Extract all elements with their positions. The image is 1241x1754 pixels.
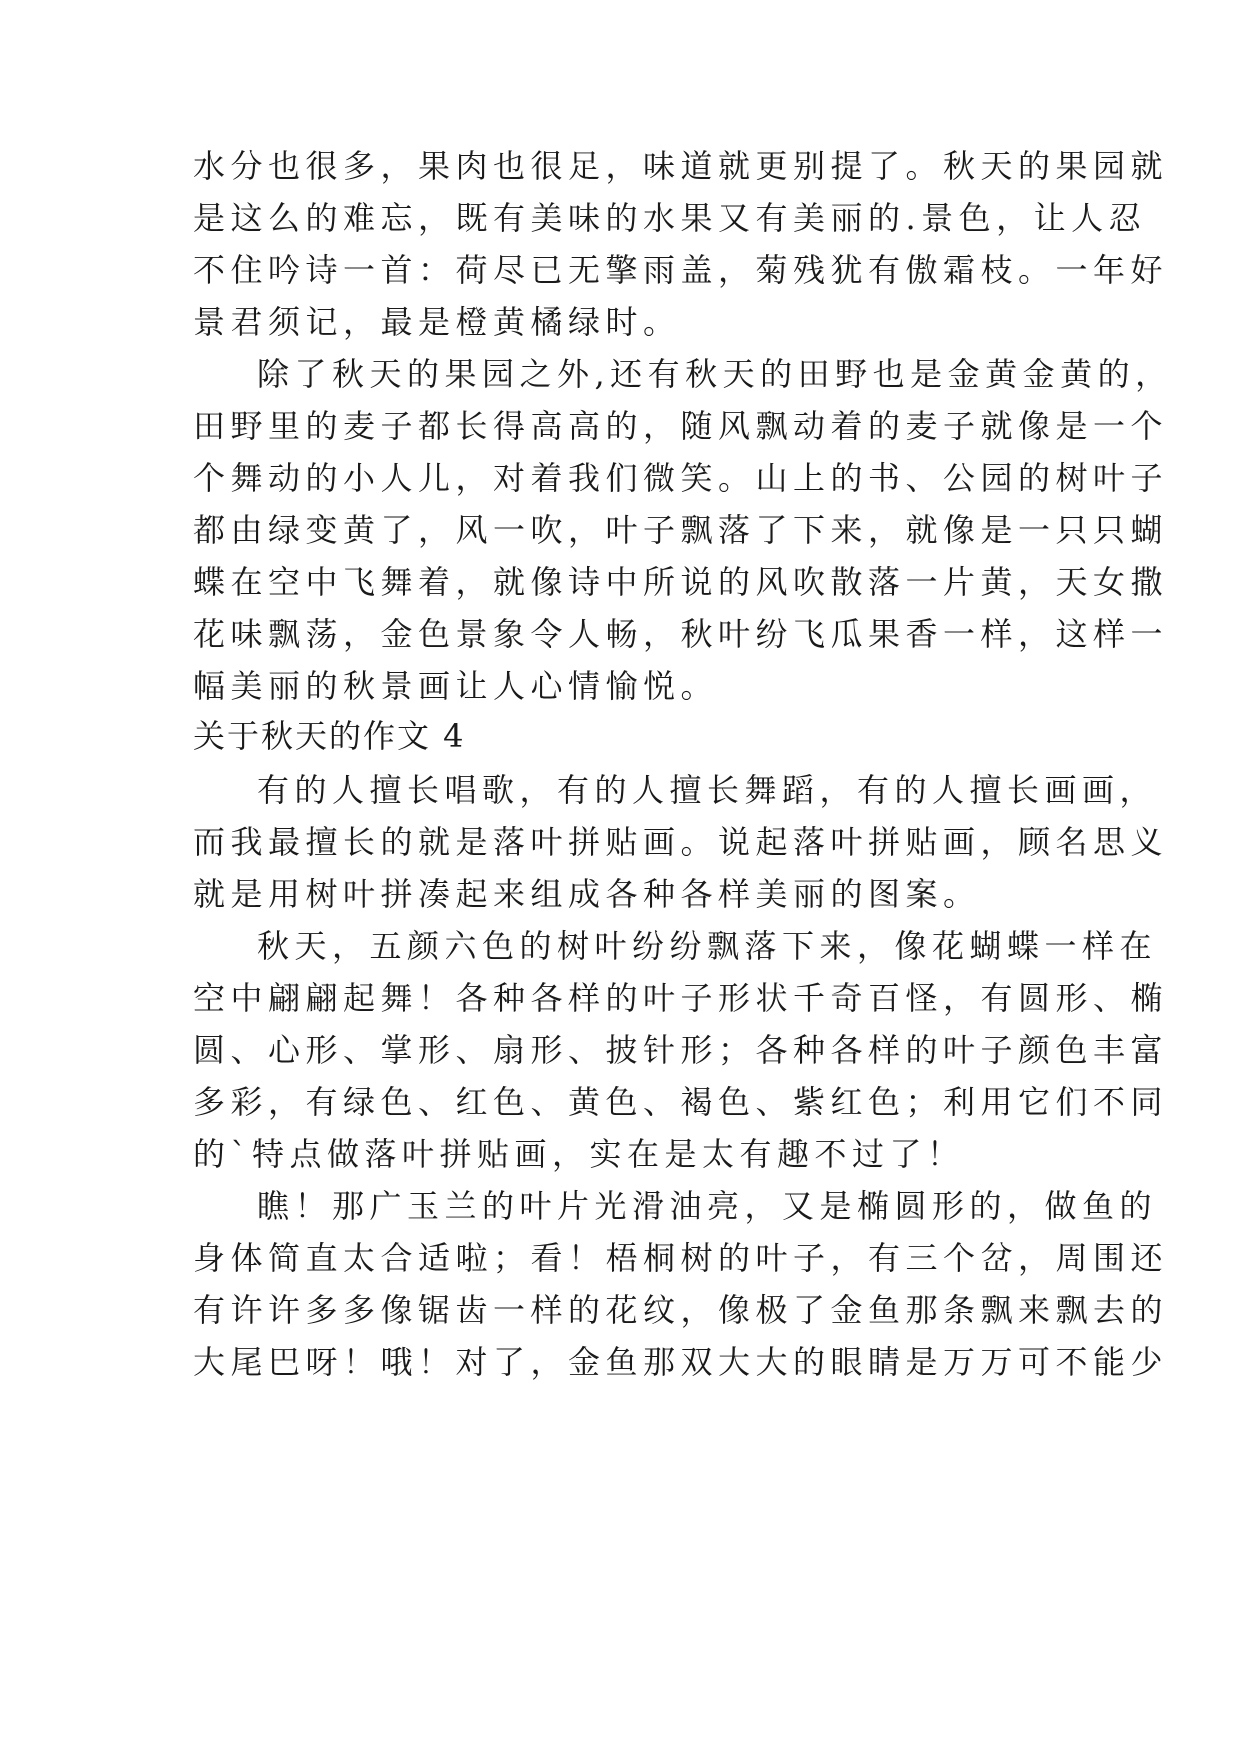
paragraph-line: 不住吟诗一首：荷尽已无擎雨盖，菊残犹有傲霜枝。一年好 (193, 251, 1169, 289)
section-heading: 关于秋天的作文 4 (193, 717, 466, 755)
paragraph-line: 多彩，有绿色、红色、黄色、褐色、紫红色；利用它们不同 (193, 1083, 1169, 1121)
paragraph-line: 水分也很多，果肉也很足，味道就更别提了。秋天的果园就 (193, 147, 1169, 185)
paragraph-line: 个舞动的小人儿，对着我们微笑。山上的书、公园的树叶子 (193, 459, 1169, 497)
paragraph-line: 除了秋天的果园之外,还有秋天的田野也是金黄金黄的， (257, 355, 1173, 393)
paragraph-line: 秋天，五颜六色的树叶纷纷飘落下来，像花蝴蝶一样在 (257, 927, 1158, 965)
paragraph-line: 就是用树叶拼凑起来组成各种各样美丽的图案。 (193, 875, 981, 913)
paragraph-line: 景君须记，最是橙黄橘绿时。 (193, 303, 681, 341)
paragraph-line: 有许许多多像锯齿一样的花纹，像极了金鱼那条飘来飘去的 (193, 1291, 1169, 1329)
paragraph-line: 花味飘荡，金色景象令人畅，秋叶纷飞瓜果香一样，这样一 (193, 615, 1169, 653)
paragraph-line: 大尾巴呀！哦！对了，金鱼那双大大的眼睛是万万可不能少 (193, 1343, 1169, 1381)
paragraph-line: 是这么的难忘，既有美味的水果又有美丽的.景色，让人忍 (193, 199, 1147, 237)
paragraph-line: 瞧！那广玉兰的叶片光滑油亮，又是椭圆形的，做鱼的 (257, 1187, 1158, 1225)
paragraph-line: 蝶在空中飞舞着，就像诗中所说的风吹散落一片黄，天女撒 (193, 563, 1169, 601)
paragraph-line: 幅美丽的秋景画让人心情愉悦。 (193, 667, 719, 705)
paragraph-line: 空中翩翩起舞！各种各样的叶子形状千奇百怪，有圆形、椭 (193, 979, 1169, 1017)
paragraph-line: 身体简直太合适啦；看！梧桐树的叶子，有三个岔，周围还 (193, 1239, 1169, 1277)
paragraph-line: 的`特点做落叶拼贴画，实在是太有趣不过了！ (193, 1135, 965, 1173)
paragraph-line: 有的人擅长唱歌，有的人擅长舞蹈，有的人擅长画画， (257, 771, 1158, 809)
paragraph-line: 都由绿变黄了，风一吹，叶子飘落了下来，就像是一只只蝴 (193, 511, 1169, 549)
paragraph-line: 田野里的麦子都长得高高的，随风飘动着的麦子就像是一个 (193, 407, 1169, 445)
paragraph-line: 而我最擅长的就是落叶拼贴画。说起落叶拼贴画，顾名思义 (193, 823, 1169, 861)
paragraph-line: 圆、心形、掌形、扇形、披针形；各种各样的叶子颜色丰富 (193, 1031, 1169, 1069)
